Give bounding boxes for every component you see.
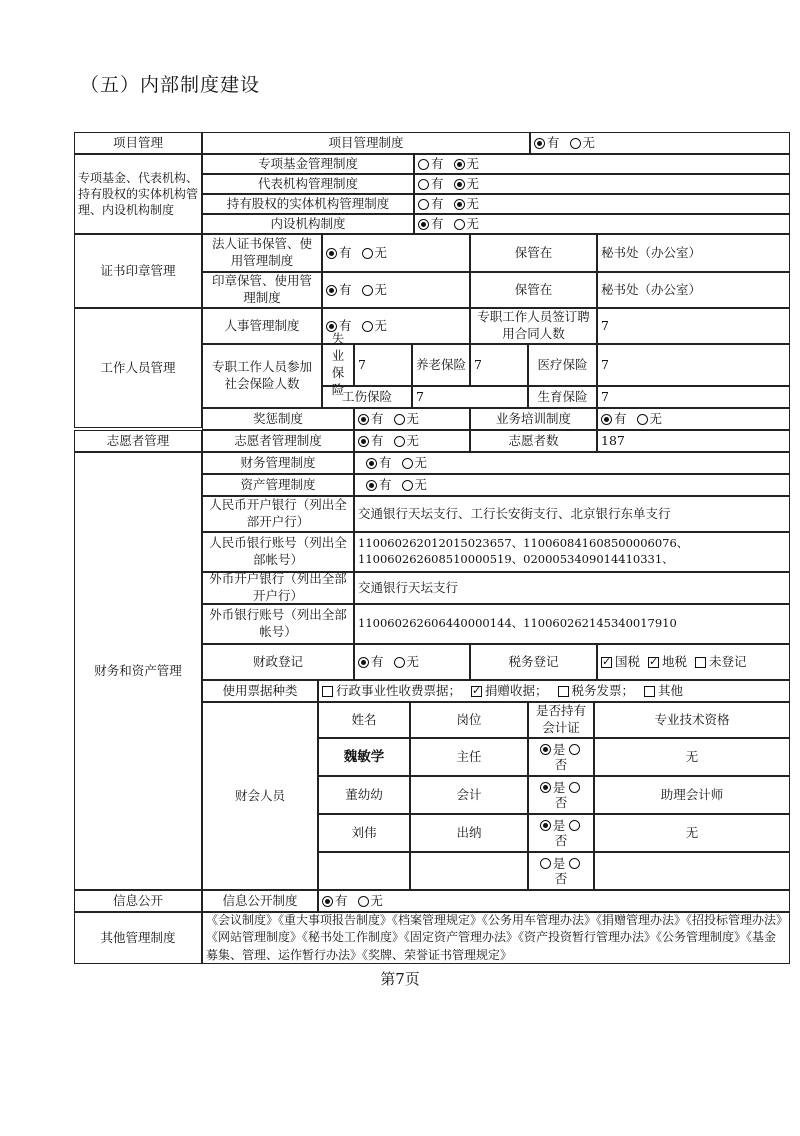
radio-icon xyxy=(358,436,369,447)
staff-label: 工作人员管理 xyxy=(74,308,202,428)
receipt-option-0[interactable] xyxy=(322,683,461,700)
reward-label: 奖惩制度 xyxy=(202,408,354,430)
cert-item-label: 印章保管、使用管理制度 xyxy=(202,272,322,308)
special-1-no-option[interactable] xyxy=(454,176,480,193)
fx-bank-value: 交通银行天坛支行 xyxy=(354,572,790,604)
radio-icon[interactable] xyxy=(569,744,580,755)
checkbox-icon xyxy=(648,657,659,668)
fx-bank-label: 外币开户银行（列出全部开户行） xyxy=(202,572,354,604)
medical-label: 医疗保险 xyxy=(528,344,597,386)
accountant-header: 姓名 xyxy=(318,702,410,738)
special-2-yes-option[interactable] xyxy=(418,196,444,213)
pension-label: 养老保险 xyxy=(412,344,470,386)
option-label: 无 xyxy=(466,155,480,171)
radio-icon xyxy=(540,744,551,755)
special-item-options xyxy=(414,194,790,214)
cert-yes-option[interactable] xyxy=(540,780,566,795)
radio-icon xyxy=(326,248,337,259)
radio-icon xyxy=(637,414,648,425)
other-value: 《会议制度》《重大事项报告制度》《档案管理规定》《公务用车管理办法》《捐赠管理办法》《招投标管理办法》《网站管理制度》《秘书处工作制度》《固定资产管理办法》《资产投资暂行管理办法》《公务管理制度》《基金募集、管理、运作暂行办法》《奖牌、荣誉证书管理规定》 xyxy=(202,912,790,964)
cert-1-yes-option[interactable] xyxy=(326,282,352,299)
option-label: 有 xyxy=(431,195,444,211)
tax-option-label: 未登记 xyxy=(709,653,747,669)
fx-account-label: 外币银行账号（列出全部帐号） xyxy=(202,604,354,644)
other-label: 其他管理制度 xyxy=(74,912,202,964)
accountant-cert xyxy=(528,814,594,852)
radio-icon xyxy=(402,458,413,469)
cert-1-no-option[interactable] xyxy=(362,282,388,299)
radio-icon xyxy=(358,896,369,907)
cert-options-line xyxy=(540,856,583,871)
accountant-title xyxy=(594,852,790,890)
accountant-post xyxy=(410,852,528,890)
accountant-name: 刘伟 xyxy=(318,814,410,852)
project-options xyxy=(530,132,790,154)
radio-icon xyxy=(418,179,429,190)
radio-icon[interactable] xyxy=(569,820,580,831)
project-yes-option[interactable]: 有 xyxy=(534,135,560,152)
cert-options-line xyxy=(540,742,583,757)
special-item-label: 专项基金管理制度 xyxy=(202,154,414,174)
accountant-cert xyxy=(528,738,594,776)
radio-icon xyxy=(322,896,333,907)
rmb-account-label: 人民币银行账号（列出全部帐号） xyxy=(202,532,354,572)
checkbox-icon xyxy=(644,686,655,697)
radio-icon xyxy=(540,820,551,831)
radio-icon xyxy=(418,199,429,210)
checkbox-icon xyxy=(322,686,333,697)
accountants-label: 财会人员 xyxy=(202,702,318,890)
option-label: 是 xyxy=(552,818,566,833)
cert-yes-option[interactable] xyxy=(540,818,566,833)
accountant-title: 无 xyxy=(594,814,790,852)
radio-icon xyxy=(534,138,545,149)
radio-icon xyxy=(540,782,551,793)
radio-icon xyxy=(362,321,373,332)
cert-0-no-option[interactable] xyxy=(362,245,388,262)
accountant-header: 专业技术资格 xyxy=(594,702,790,738)
training-yes-option[interactable]: 有 xyxy=(601,411,627,428)
radio-icon xyxy=(418,219,429,230)
reward-yes-option[interactable]: 有 xyxy=(358,411,384,428)
accountant-name: 董幼幼 xyxy=(318,776,410,814)
page-number: 第7页 xyxy=(380,970,420,988)
volunteer-yes-option[interactable]: 有 xyxy=(358,433,384,450)
special-3-yes-option[interactable] xyxy=(418,216,444,233)
receipt-option-label: 捐赠收据； xyxy=(485,682,548,698)
radio-icon xyxy=(358,414,369,425)
project-no-option[interactable]: 无 xyxy=(570,135,596,152)
option-label: 无 xyxy=(466,195,480,211)
volunteer-count-value: 187 xyxy=(597,430,790,452)
maternity-value: 7 xyxy=(597,386,790,408)
receipt-label: 使用票据种类 xyxy=(202,680,318,702)
checkbox-icon xyxy=(558,686,569,697)
contract-value: 7 xyxy=(597,308,790,344)
radio-icon xyxy=(418,159,429,170)
option-label: 无 xyxy=(374,281,388,297)
accountant-post: 主任 xyxy=(410,738,528,776)
special-item-options xyxy=(414,154,790,174)
tax-option-1[interactable] xyxy=(648,654,687,671)
reward-options xyxy=(354,408,470,430)
accountant-cert xyxy=(528,776,594,814)
option-label: 有 xyxy=(431,215,444,231)
special-item-options xyxy=(414,174,790,194)
medical-value: 7 xyxy=(597,344,790,386)
fiscal-yes-option[interactable]: 有 xyxy=(358,654,384,671)
cert-options-line xyxy=(540,780,583,795)
radio-icon xyxy=(454,179,465,190)
special-0-no-option[interactable] xyxy=(454,156,480,173)
volunteer-no-option[interactable]: 无 xyxy=(394,433,420,450)
disclosure-options xyxy=(318,890,790,912)
finance-rule-label: 财务管理制度 xyxy=(202,452,354,474)
radio-icon xyxy=(402,480,413,491)
cert-yes-option[interactable] xyxy=(540,742,566,757)
special-item-options xyxy=(414,214,790,234)
rmb-bank-label: 人民币开户银行（列出全部开户行） xyxy=(202,496,354,532)
volunteer-count-label: 志愿者数 xyxy=(470,430,597,452)
accountant-cert xyxy=(528,852,594,890)
finance-rule-options xyxy=(354,452,790,474)
receipt-options xyxy=(318,680,790,702)
finance-rule-yes-option[interactable]: 有 xyxy=(366,455,392,472)
cert-label: 证书印章管理 xyxy=(74,234,202,308)
accountant-post: 会计 xyxy=(410,776,528,814)
training-no-option[interactable]: 无 xyxy=(637,411,663,428)
asset-rule-options xyxy=(354,474,790,496)
receipt-option-label: 税务发票； xyxy=(571,682,635,698)
radio-icon xyxy=(362,248,373,259)
radio-icon xyxy=(326,321,337,332)
keep-value: 秘书处（办公室） xyxy=(597,234,790,272)
asset-rule-yes-option[interactable]: 有 xyxy=(366,477,392,494)
disclosure-rule-label: 信息公开制度 xyxy=(202,890,318,912)
project-label: 项目管理 xyxy=(74,132,202,154)
disclosure-label: 信息公开 xyxy=(74,890,202,912)
disclosure-no-option[interactable]: 无 xyxy=(358,893,384,910)
option-label: 否 xyxy=(554,795,568,810)
injury-label: 工伤保险 xyxy=(322,386,412,408)
fiscal-no-option[interactable]: 无 xyxy=(394,654,420,671)
radio-icon xyxy=(326,285,337,296)
special-item-label: 持有股权的实体机构管理制度 xyxy=(202,194,414,214)
tax-options xyxy=(597,644,790,680)
radio-icon xyxy=(601,414,612,425)
option-label: 是 xyxy=(552,780,566,795)
training-options xyxy=(597,408,790,430)
radio-icon xyxy=(394,414,405,425)
unemployment-value: 7 xyxy=(354,344,412,386)
volunteer-rule-options xyxy=(354,430,470,452)
checkbox-icon xyxy=(601,657,612,668)
tax-label: 税务登记 xyxy=(470,644,597,680)
option-label: 无 xyxy=(466,175,480,191)
radio-icon xyxy=(394,436,405,447)
pension-value: 7 xyxy=(470,344,528,386)
injury-value: 7 xyxy=(412,386,528,408)
radio-icon xyxy=(366,480,377,491)
fiscal-options xyxy=(354,644,470,680)
receipt-option-label: 其他 xyxy=(658,682,684,698)
personnel-yes-option[interactable]: 有 xyxy=(326,318,352,335)
radio-icon xyxy=(454,159,465,170)
option-label: 有 xyxy=(431,155,444,171)
rmb-account-value: 110060262012015023657、110060841608500006076、110060262608510000519、02000534090144103​31、 xyxy=(354,532,790,572)
rmb-bank-value: 交通银行天坛支行、工行长安街支行、北京银行东单支行 xyxy=(354,496,790,532)
special-1-yes-option[interactable] xyxy=(418,176,444,193)
asset-rule-label: 资产管理制度 xyxy=(202,474,354,496)
maternity-label: 生育保险 xyxy=(528,386,597,408)
radio-icon xyxy=(358,657,369,668)
special-0-yes-option[interactable] xyxy=(418,156,444,173)
radio-icon xyxy=(454,199,465,210)
volunteer-rule-label: 志愿者管理制度 xyxy=(202,430,354,452)
special-item-label: 代表机构管理制度 xyxy=(202,174,414,194)
option-label: 有 xyxy=(339,244,352,260)
keep-label: 保管在 xyxy=(470,234,597,272)
receipt-option-2[interactable] xyxy=(558,683,635,700)
receipt-option-3[interactable] xyxy=(644,683,683,700)
option-label: 有 xyxy=(339,281,352,297)
asset-rule-no-option[interactable]: 无 xyxy=(402,477,428,494)
option-label: 否 xyxy=(554,833,568,848)
accountant-header: 岗位 xyxy=(410,702,528,738)
radio-icon xyxy=(454,219,465,230)
checkbox-icon xyxy=(695,657,706,668)
special-2-no-option[interactable] xyxy=(454,196,480,213)
section-heading: （五）内部制度建设 xyxy=(80,74,261,96)
option-label: 无 xyxy=(374,244,388,260)
volunteer-label: 志愿者管理 xyxy=(74,430,202,452)
option-label: 有 xyxy=(431,175,444,191)
option-label: 否 xyxy=(554,871,568,886)
tax-option-0[interactable] xyxy=(601,654,640,671)
tax-option-2[interactable] xyxy=(695,654,747,671)
contract-label: 专职工作人员签订聘用合同人数 xyxy=(470,308,597,344)
fiscal-label: 财政登记 xyxy=(202,644,354,680)
option-label: 无 xyxy=(466,215,480,231)
cert-yes-option[interactable] xyxy=(540,856,566,871)
finance-label: 财务和资产管理 xyxy=(74,452,202,890)
radio-icon xyxy=(394,657,405,668)
radio-icon xyxy=(540,858,551,869)
accountant-post: 出纳 xyxy=(410,814,528,852)
accountant-title: 助理会计师 xyxy=(594,776,790,814)
cert-0-yes-option[interactable] xyxy=(326,245,352,262)
cert-item-options xyxy=(322,234,470,272)
accountant-name: 魏敏学 xyxy=(318,738,410,776)
accountant-header: 是否持有会计证 xyxy=(528,702,594,738)
insurance-label: 专职工作人员参加社会保险人数 xyxy=(202,344,322,408)
option-label: 否 xyxy=(554,757,568,772)
disclosure-yes-option[interactable]: 有 xyxy=(322,893,348,910)
receipt-option-label: 行政事业性收费票据； xyxy=(336,682,462,698)
receipt-option-1[interactable] xyxy=(471,683,548,700)
keep-value: 秘书处（办公室） xyxy=(597,272,790,308)
keep-label: 保管在 xyxy=(470,272,597,308)
personnel-label: 人事管理制度 xyxy=(202,308,322,344)
tax-option-label: 国税 xyxy=(615,653,641,669)
cert-item-options xyxy=(322,272,470,308)
option-label: 是 xyxy=(552,856,566,871)
tax-option-label: 地税 xyxy=(662,653,688,669)
option-label: 是 xyxy=(552,742,566,757)
radio-icon[interactable] xyxy=(569,858,580,869)
project-item: 项目管理制度 xyxy=(202,132,530,154)
personnel-no-option[interactable]: 无 xyxy=(362,318,388,335)
special-label: 专项基金、代表机构、持有股权的实体机构管理、内设机构制度 xyxy=(74,154,202,234)
training-label: 业务培训制度 xyxy=(470,408,597,430)
unemployment-label: 失业保险 xyxy=(322,344,354,386)
reward-no-option[interactable]: 无 xyxy=(394,411,420,428)
cert-options-line xyxy=(540,818,583,833)
radio-icon xyxy=(362,285,373,296)
fx-account-value: 110060262606440000144、110060262145340017910 xyxy=(354,604,790,644)
checkbox-icon xyxy=(471,686,482,697)
radio-icon[interactable] xyxy=(569,782,580,793)
cert-item-label: 法人证书保管、使用管理制度 xyxy=(202,234,322,272)
accountant-name xyxy=(318,852,410,890)
radio-icon xyxy=(366,458,377,469)
radio-icon xyxy=(570,138,581,149)
special-item-label: 内设机构制度 xyxy=(202,214,414,234)
accountant-title: 无 xyxy=(594,738,790,776)
finance-rule-no-option[interactable]: 无 xyxy=(402,455,428,472)
special-3-no-option[interactable] xyxy=(454,216,480,233)
